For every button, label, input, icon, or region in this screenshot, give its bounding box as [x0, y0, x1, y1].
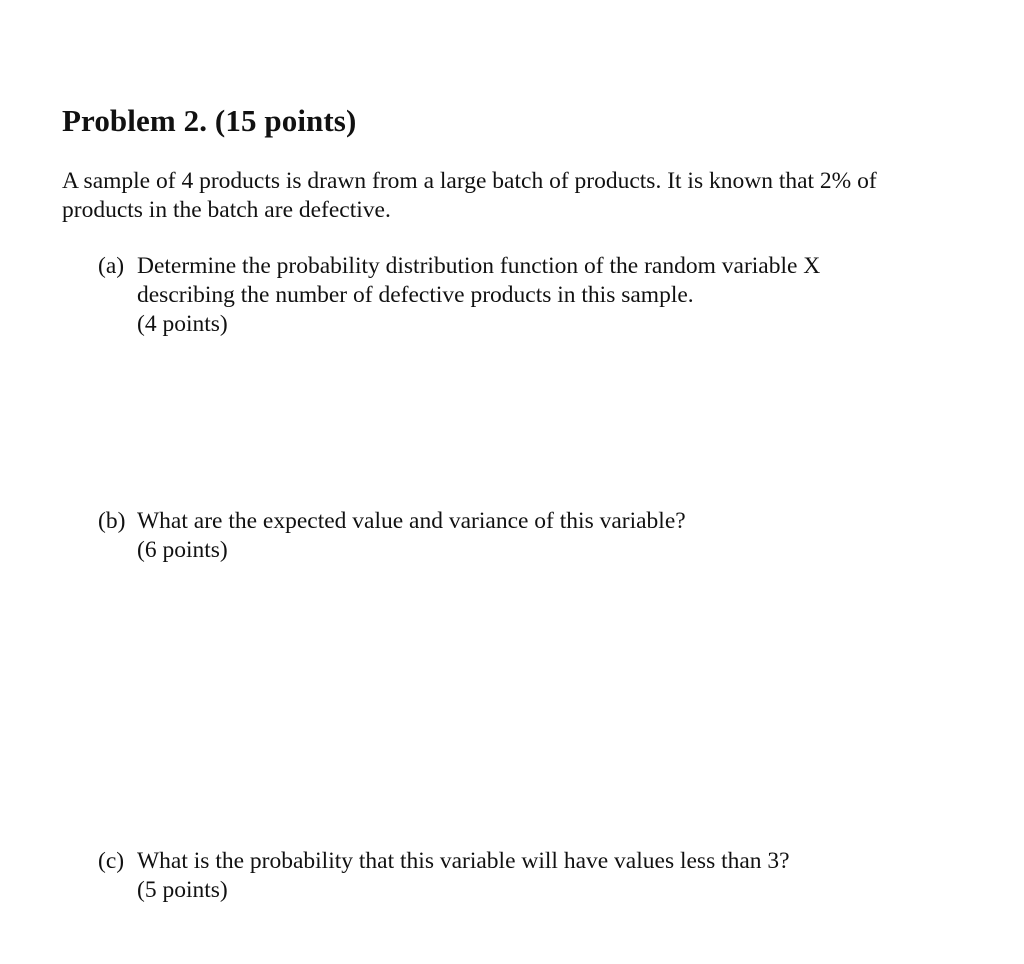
part-b-label: (b)	[98, 508, 126, 534]
intro-line: A sample of 4 products is drawn from a large batch of products. It is known that 2% of	[62, 168, 877, 194]
part-b-body	[137, 507, 957, 565]
part-c-question-line: What is the probability that this variable will have values less than 3?	[137, 848, 790, 874]
problem-title: Problem 2. (15 points)	[62, 103, 357, 138]
part-b-points: (6 points)	[137, 537, 228, 563]
part-a-points: (4 points)	[137, 311, 228, 337]
part-a-label: (a)	[98, 253, 125, 279]
part-a-body	[137, 252, 957, 339]
part-a-question-line: Determine the probability distribution function of the random variable X	[137, 253, 821, 279]
problem-intro	[62, 167, 962, 225]
part-c-body	[137, 847, 957, 905]
part-c-label: (c)	[98, 848, 125, 874]
intro-line: products in the batch are defective.	[62, 197, 391, 223]
part-c-points: (5 points)	[137, 877, 228, 903]
part-b-question-line: What are the expected value and variance of this variable?	[137, 508, 686, 534]
part-a-question-line: describing the number of defective products in this sample.	[137, 282, 694, 308]
